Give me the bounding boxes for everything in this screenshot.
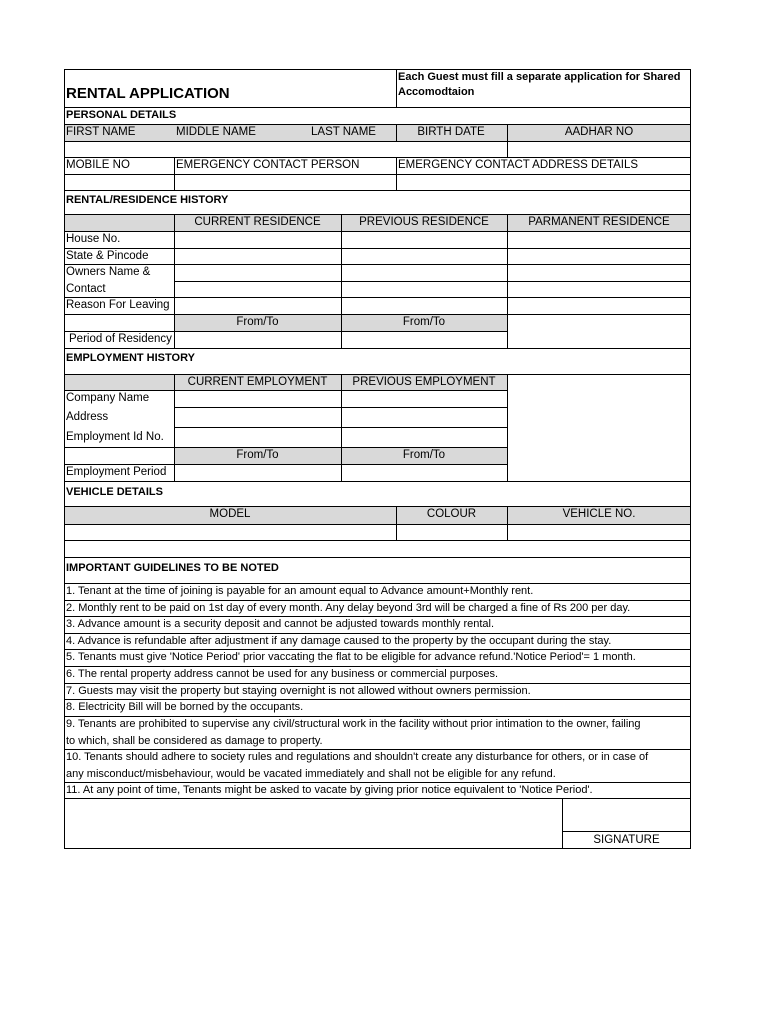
period-of-residency-label: Period of Residency	[69, 333, 172, 345]
guideline-item: to which, shall be considered as damage to property.	[66, 735, 323, 747]
grid-line	[64, 124, 691, 125]
vehicle-colour-label: COLOUR	[426, 508, 477, 520]
grid-line	[64, 699, 691, 700]
permanent-residence-label: PARMANENT RESIDENCE	[528, 216, 670, 228]
guideline-item: 2. Monthly rent to be paid on 1st day of every month. Any delay beyond 3rd will be charged a fine of Rs 200 per day.	[66, 602, 631, 614]
grid-line	[690, 69, 691, 849]
owners-name-label: Owners Name &	[66, 266, 151, 278]
first-name-label: FIRST NAME	[66, 126, 136, 138]
aadhar-no-label: AADHAR NO	[564, 126, 634, 138]
employment-period-label: Employment Period	[66, 466, 167, 478]
middle-name-label: MIDDLE NAME	[176, 126, 256, 138]
previous-residence-label: PREVIOUS RESIDENCE	[359, 216, 489, 228]
grid-line	[396, 124, 397, 141]
guideline-item: 1. Tenant at the time of joining is payable for an amount equal to Advance amount+Monthly rent.	[66, 585, 534, 597]
grid-line	[562, 798, 563, 849]
vehicle-details-heading: VEHICLE DETAILS	[66, 486, 163, 498]
guideline-item: 9. Tenants are prohibited to supervise any civil/structural work in the facility without prior intimation to the owner, failing	[66, 718, 641, 730]
grid-line	[64, 649, 691, 650]
employment-history-heading: EMPLOYMENT HISTORY	[66, 352, 195, 364]
employment-previous-from-to: From/To	[402, 449, 446, 461]
grid-line	[64, 174, 691, 175]
grid-line	[64, 633, 691, 634]
grid-line	[64, 798, 691, 799]
guest-note: Each Guest must fill a separate application for Shared Accomodtaion	[398, 71, 681, 98]
grid-line	[64, 540, 691, 541]
grid-line	[64, 848, 691, 849]
grid-line	[507, 506, 508, 540]
grid-line	[174, 374, 175, 481]
employment-address-label: Address	[66, 411, 109, 423]
reason-for-leaving-label: Reason For Leaving	[66, 299, 170, 311]
grid-line	[64, 69, 65, 849]
guideline-item: 10. Tenants should adhere to society rules and regulations and shouldn't create any disturbance for others, or in case of	[66, 751, 649, 763]
grid-line	[64, 214, 691, 215]
grid-line	[64, 481, 691, 482]
house-no-label: House No.	[66, 233, 121, 245]
grid-line	[64, 190, 691, 191]
grid-line	[64, 231, 691, 232]
grid-line	[64, 506, 691, 507]
grid-line	[64, 69, 691, 70]
grid-line	[396, 157, 397, 190]
grid-line	[64, 524, 691, 525]
grid-line	[507, 124, 508, 157]
grid-line	[64, 314, 691, 315]
grid-line	[341, 374, 342, 481]
grid-line	[64, 297, 691, 298]
grid-line	[64, 666, 691, 667]
guideline-item: 3. Advance amount is a security deposit and cannot be adjusted towards monthly rental.	[66, 618, 495, 630]
grid-line	[64, 447, 507, 448]
grid-line	[64, 348, 691, 349]
residence-current-from-to: From/To	[236, 316, 279, 328]
grid-line	[64, 141, 691, 142]
previous-employment-label: PREVIOUS EMPLOYMENT	[352, 376, 496, 388]
residence-previous-from-to: From/To	[402, 316, 446, 328]
grid-line	[64, 616, 691, 617]
grid-line	[64, 683, 691, 684]
guideline-item: 6. The rental property address cannot be used for any business or commercial purposes.	[66, 668, 499, 680]
guidelines-heading: IMPORTANT GUIDELINES TO BE NOTED	[66, 562, 279, 574]
grid-line	[64, 331, 507, 332]
owners-contact-label: Contact	[66, 283, 106, 295]
state-pincode-label: State & Pincode	[66, 250, 149, 262]
grid-line	[64, 464, 507, 465]
current-employment-label: CURRENT EMPLOYMENT	[187, 376, 328, 388]
grid-line	[64, 782, 691, 783]
grid-line	[64, 264, 691, 265]
grid-line	[64, 374, 691, 375]
grid-line	[507, 374, 508, 481]
guideline-item: 7. Guests may visit the property but staying overnight is not allowed without owners permission.	[66, 685, 531, 697]
grid-line	[174, 214, 175, 348]
grid-line	[64, 157, 691, 158]
employment-id-label: Employment Id No.	[66, 431, 164, 443]
vehicle-number-label: VEHICLE NO.	[562, 508, 636, 520]
vehicle-model-label: MODEL	[209, 508, 251, 520]
grid-line	[64, 390, 507, 391]
grid-line	[64, 583, 691, 584]
current-residence-label: CURRENT RESIDENCE	[194, 216, 321, 228]
page-title: RENTAL APPLICATION	[66, 85, 230, 102]
guideline-item: 8. Electricity Bill will be borned by the occupants.	[66, 701, 304, 713]
grid-line	[64, 716, 691, 717]
grid-line	[64, 557, 691, 558]
emergency-contact-label: EMERGENCY CONTACT PERSON	[176, 159, 360, 171]
employment-current-from-to: From/To	[236, 449, 279, 461]
grid-line	[507, 214, 508, 348]
last-name-label: LAST NAME	[311, 126, 376, 138]
grid-line	[64, 749, 691, 750]
grid-line	[64, 600, 691, 601]
grid-line	[562, 831, 691, 832]
rental-history-heading: RENTAL/RESIDENCE HISTORY	[66, 194, 229, 206]
grid-line	[174, 281, 691, 282]
rental-application-form	[64, 69, 691, 849]
guideline-item: any misconduct/misbehaviour, would be vacated immediately and shall not be eligible for any refund.	[66, 768, 556, 780]
grid-line	[396, 69, 397, 107]
guideline-item: 11. At any point of time, Tenants might be asked to vacate by giving prior notice equivalent to 'Notice Period'.	[66, 784, 593, 796]
company-name-label: Company Name	[66, 392, 150, 404]
guideline-item: 4. Advance is refundable after adjustment if any damage caused to the property by the occupant during the stay.	[66, 635, 612, 647]
grid-line	[64, 248, 691, 249]
guideline-item: 5. Tenants must give 'Notice Period' prior vaccating the flat to be eligible for advance refund.'Notice Period'= 1 month.	[66, 651, 636, 663]
grid-line	[64, 107, 691, 108]
birth-date-label: BIRTH DATE	[417, 126, 485, 138]
grid-line	[174, 157, 175, 190]
emergency-address-label: EMERGENCY CONTACT ADDRESS DETAILS	[398, 159, 639, 171]
personal-details-heading: PERSONAL DETAILS	[66, 109, 177, 121]
grid-line	[341, 214, 342, 348]
grid-line	[396, 506, 397, 540]
mobile-no-label: MOBILE NO	[66, 159, 130, 171]
signature-label: SIGNATURE	[593, 834, 660, 846]
